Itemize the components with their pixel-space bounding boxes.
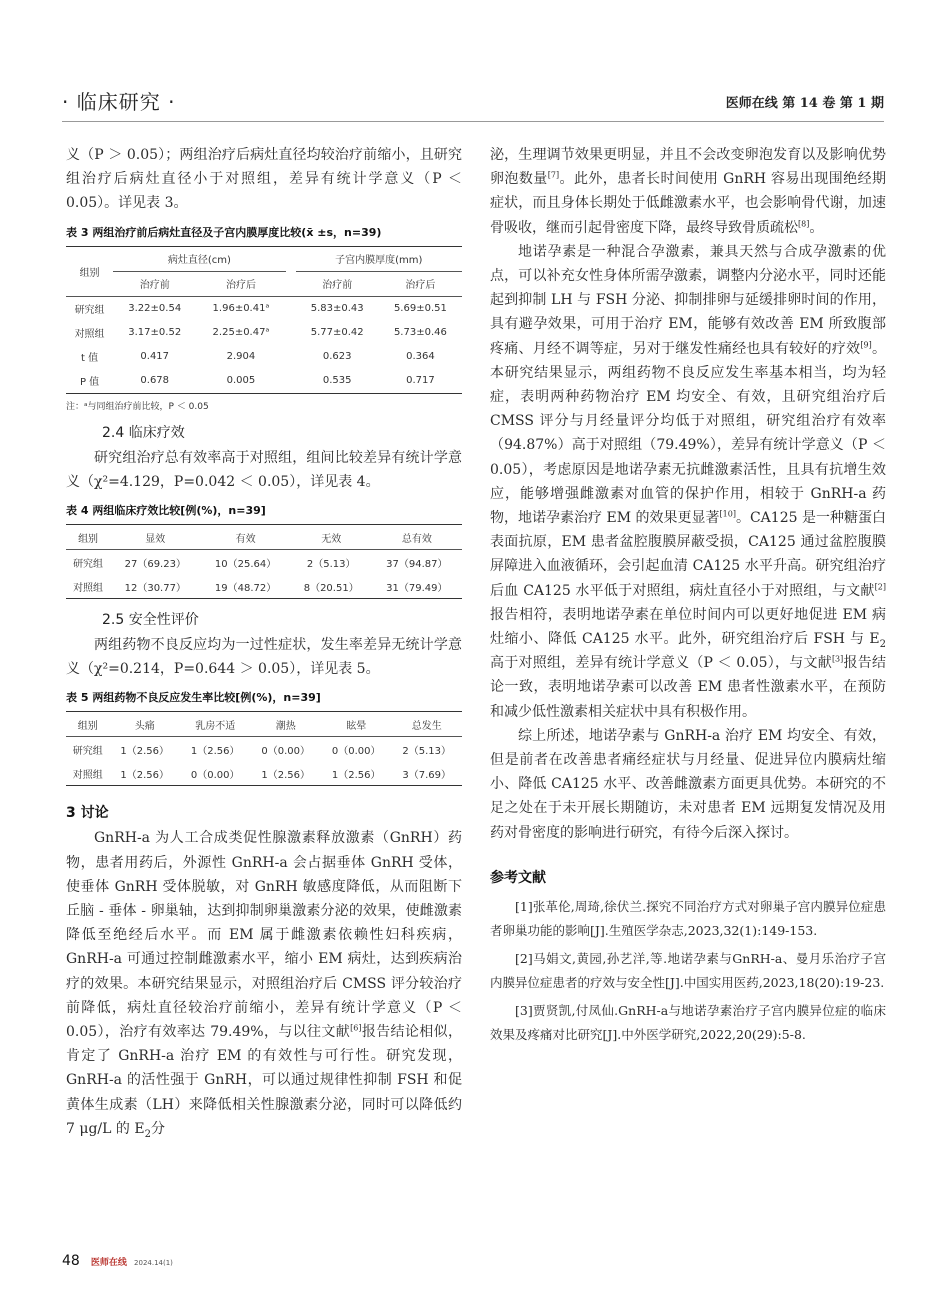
table5-cell: 1（2.56） bbox=[120, 769, 170, 781]
table4-cell: 8（20.51） bbox=[303, 582, 359, 594]
table4-cell: 12（30.77） bbox=[124, 582, 186, 594]
table3-caption: 表 3 两组治疗前后病灶直径及子宫内膜厚度比较(x̄ ±s，n=39) bbox=[66, 225, 382, 239]
discussion-text: 地诺孕素是一种混合孕激素，兼具天然与合成孕激素的优点，可以补充女性身体所需孕激素，调整内分泌水平，同时还能起到抑制 LH 与 FSH 分泌、抑制排卵与延缓排卵时间的作用，具有避孕效果，可用于治疗 EM，能够有效改善 EM 所致腹部疼痛、月经不调等症，另对于继发性痛经也具有较好的疗效 bbox=[490, 243, 886, 357]
table5-header: 组别 bbox=[77, 720, 98, 732]
table4-header: 总有效 bbox=[401, 533, 432, 545]
table3-row bbox=[66, 296, 462, 321]
section-2-5-text: 两组药物不良反应均为一过性症状，发生率差异无统计学意义（χ²=0.214，P=0.644 ＞ 0.05），详见表 5。 bbox=[66, 637, 462, 678]
table3-cell: 5.73±0.46 bbox=[393, 327, 447, 339]
table4-cell: 研究组 bbox=[73, 558, 104, 570]
table5-cell: 1（2.56） bbox=[120, 745, 170, 757]
table3-note: 注：ᵃ与同组治疗前比较，P ＜ 0.05 bbox=[66, 401, 209, 412]
section-2-4-title: 2.4 临床疗效 bbox=[102, 424, 185, 441]
table3-cell: 0.535 bbox=[322, 375, 352, 387]
table5-header: 头痛 bbox=[134, 720, 155, 732]
discussion-text: 。CA125 是一种糖蛋白表面抗原，EM 患者盆腔腹膜屏蔽受损，CA125 通过盆腔腹膜屏障进入血液循环，会引起血清 CA125 水平升高。研究组治疗后血 CA125 水平低于对照组，病灶直径小于对照组，与文献 bbox=[490, 510, 886, 599]
discussion-text: 。此外，患者长时间使用 GnRH 容易出现围绝经期症状，而且身体长期处于低雌激素水平，也会影响骨代谢，加速骨吸收，继而引起骨密度下降，最终导致骨质疏松 bbox=[490, 171, 886, 236]
section-2-4-text: 研究组治疗总有效率高于对照组，组间比较差异有统计学意义（χ²=4.129，P=0.042 ＜ 0.05），详见表 4。 bbox=[66, 449, 462, 490]
citation: [2] bbox=[874, 582, 886, 591]
table5-caption: 表 5 两组药物不良反应发生率比较[例(%)，n=39] bbox=[66, 691, 321, 705]
reference-item: [2]马娟文,黄园,孙艺洋,等.地诺孕素与GnRH-a、曼月乐治疗子宫内膜异位症患者的疗效与安全性[J].中国实用医药,2023,18(20):19-23. bbox=[490, 950, 886, 990]
table3-cell: 1.96±0.41ᵃ bbox=[212, 303, 270, 315]
section-3-title: 3 讨论 bbox=[66, 805, 109, 822]
table3-cell: 2.25±0.47ᵃ bbox=[212, 327, 270, 339]
table3-cell: 0.717 bbox=[406, 375, 435, 387]
references-title: 参考文献 bbox=[490, 869, 546, 886]
discussion-text: 泌，生理调节效果更明显，并且不会改变卵泡发育以及影响优势卵泡数量 bbox=[490, 147, 886, 188]
table4-cell: 27（69.23） bbox=[124, 558, 186, 570]
discussion-text: 报告结论一致，表明地诺孕素可以改善 EM 患者性激素水平，在预防和减少低性激素相关症状中具有积极作用。 bbox=[490, 655, 886, 720]
footer bbox=[62, 1250, 173, 1269]
reference-item: [1]张革伦,周琦,徐伏兰.探究不同治疗方式对卵巢子宫内膜异位症患者卵巢功能的影响[J].生殖医学杂志,2023,32(1):149-153. bbox=[490, 898, 886, 938]
table5-header: 总发生 bbox=[411, 720, 442, 732]
table3 bbox=[66, 246, 462, 394]
table3-row bbox=[66, 345, 462, 369]
citation: [8] bbox=[798, 218, 810, 228]
journal-logo: 医师在线 bbox=[90, 1258, 127, 1268]
table3-subheader: 治疗前 bbox=[322, 280, 353, 292]
table5-header: 潮热 bbox=[275, 720, 296, 732]
header-section-title: · 临床研究 · bbox=[62, 90, 176, 114]
table5-cell: 1（2.56） bbox=[190, 745, 240, 757]
table3-cell: 0.417 bbox=[140, 351, 170, 363]
citation: [7] bbox=[547, 170, 560, 180]
header-divider bbox=[62, 121, 884, 122]
table4-header: 有效 bbox=[235, 533, 256, 545]
discussion-text: 高于对照组，差异有统计学意义（P ＜ 0.05），与文献 bbox=[490, 655, 832, 672]
table5-cell: 1（2.56） bbox=[331, 769, 381, 781]
citation: [9] bbox=[860, 339, 872, 349]
table5-cell: 0（0.00） bbox=[261, 745, 311, 757]
table3-header-group: 组别 bbox=[66, 246, 113, 296]
discussion-text: 。 bbox=[809, 219, 824, 236]
table3-cell: 0.005 bbox=[226, 375, 256, 387]
table5-cell: 1（2.56） bbox=[261, 769, 311, 781]
table3-cell: 研究组 bbox=[74, 305, 105, 317]
subscript: 2 bbox=[144, 1128, 151, 1140]
citation: [6] bbox=[350, 1023, 362, 1033]
table4-header: 显效 bbox=[145, 533, 166, 545]
table3-row bbox=[66, 321, 462, 345]
section-2-5-title: 2.5 安全性评价 bbox=[102, 612, 199, 629]
citation: [10] bbox=[719, 509, 736, 519]
table5-header: 眩晕 bbox=[346, 720, 367, 732]
table4-cell: 19（48.72） bbox=[214, 582, 277, 594]
table4 bbox=[66, 524, 462, 599]
discussion-continued bbox=[490, 143, 886, 240]
table5-cell: 0（0.00） bbox=[331, 745, 381, 757]
table3-cell: 0.678 bbox=[140, 375, 170, 387]
results-paragraph: 义（P ＞ 0.05）；两组治疗后病灶直径均较治疗前缩小，且研究组治疗后病灶直径小于对照组，差异有统计学意义（P ＜ 0.05）。详见表 3。 bbox=[66, 147, 462, 212]
discussion-text: GnRH-a 为人工合成类促性腺激素释放激素（GnRH）药物，患者用药后，外源性 GnRH-a 会占据垂体 GnRH 受体，使垂体 GnRH 受体脱敏，对 GnRH 敏感度降低，从而阻断下丘脑 - 垂体 - 卵巢轴，达到抑制卵巢激素分泌的效果，使雌激素降低至绝经后水平。而 EM 属于雌激素依赖性妇科疾病，GnRH-a 可通过控制雌激素水平，缩小 EM 病灶，达到疾病治疗的效果。本研究结果显示，对照组治疗后 CMSS 评分较治疗前降低，病灶直径较治疗前缩小，差异有统计学意义（P ＜ 0.05），治疗有效率达 79.49%，与以往文献 bbox=[66, 830, 462, 1041]
table4-cell: 10（25.64） bbox=[214, 558, 277, 570]
table3-cell: 5.69±0.51 bbox=[393, 303, 447, 315]
table3-subheader: 治疗前 bbox=[139, 280, 170, 292]
table5-cell: 3（7.69） bbox=[402, 769, 452, 781]
table5-cell: 0（0.00） bbox=[190, 769, 240, 781]
table5-cell: 研究组 bbox=[72, 745, 103, 757]
table5 bbox=[66, 711, 462, 786]
table3-cell: 2.904 bbox=[226, 351, 256, 363]
header-journal-info: 医师在线 第 14 卷 第 1 期 bbox=[725, 96, 884, 111]
table3-cell: 5.83±0.43 bbox=[310, 303, 364, 315]
table3-cell: 5.77±0.42 bbox=[310, 327, 364, 339]
table4-header: 无效 bbox=[321, 533, 342, 545]
conclusion-paragraph: 综上所述，地诺孕素与 GnRH-a 治疗 EM 均安全、有效，但是前者在改善患者痛经症状与月经量、促进异位内膜病灶缩小、降低 CA125 水平、改善雌激素方面更具优势。本研究的不足之处在于未开展长期随访，未对患者 EM 远期复发情况及用药对骨密度的影响进行研究，有待今后深入探讨。 bbox=[490, 727, 886, 841]
table4-header: 组别 bbox=[78, 533, 99, 545]
page-number: 48 bbox=[62, 1253, 80, 1269]
table5-header: 乳房不适 bbox=[195, 720, 236, 732]
table3-cell: 0.364 bbox=[406, 351, 435, 363]
table4-cell: 2（5.13） bbox=[306, 558, 356, 570]
reference-item: [3]贾贤凯,付凤仙.GnRH-a与地诺孕素治疗子宫内膜异位症的临床效果及疼痛对比研究[J].中外医学研究,2022,20(29):5-8. bbox=[490, 1002, 886, 1042]
discussion-text: 报告结论相似，肯定了 GnRH-a 治疗 EM 的有效性与可行性。研究发现，GnRH-a 的活性强于 GnRH，可以通过规律性抑制 FSH 和促黄体生成素（LH）来降低相关性腺激素分泌，同时可以降低约 7 μg/L 的 E bbox=[66, 1024, 462, 1137]
table4-caption: 表 4 两组临床疗效比较[例(%)，n=39] bbox=[66, 504, 266, 518]
table3-cell: P 值 bbox=[79, 377, 100, 389]
left-column bbox=[66, 143, 462, 1141]
discussion-text: 。本研究结果显示，两组药物不良反应发生率基本相当，均为轻症，表明两种药物治疗 EM 均安全、有效，且研究组治疗后 CMSS 评分与月经量评分均低于对照组，研究组治疗有效率（94.87%）高于对照组（79.49%），差异有统计学意义（P ＜ 0.05），考虑原因是地诺孕素无抗雌激素活性，且具有抗增生效应，能够增强雌激素对血管的保护作用，相较于 GnRH-a 药物，地诺孕素治疗 EM 的效果更显著 bbox=[490, 340, 887, 527]
table3-cell: 对照组 bbox=[74, 329, 105, 341]
table5-cell: 2（5.13） bbox=[402, 745, 452, 757]
table4-cell: 31（79.49） bbox=[386, 582, 448, 594]
table4-cell: 37（94.87） bbox=[386, 558, 448, 570]
table4-row bbox=[66, 574, 462, 599]
table3-subheader: 治疗后 bbox=[225, 280, 256, 292]
table3-cell: t 值 bbox=[81, 353, 99, 365]
subscript: 2 bbox=[879, 638, 886, 650]
table4-row bbox=[66, 550, 462, 575]
issue-date: 2024.14(1) bbox=[134, 1259, 173, 1267]
table3-cell: 3.17±0.52 bbox=[128, 327, 182, 339]
discussion-text: 报告相符，表明地诺孕素在单位时间内可以更好地促进 EM 病灶缩小、降低 CA125 水平。此外，研究组治疗后 FSH 与 E bbox=[490, 606, 886, 648]
table5-row bbox=[66, 737, 462, 762]
table3-header-endometrium: 子宫内膜厚度(mm) bbox=[296, 246, 462, 271]
table5-cell: 对照组 bbox=[72, 769, 103, 781]
table3-cell: 3.22±0.54 bbox=[128, 303, 182, 315]
table3-subheader: 治疗后 bbox=[405, 280, 436, 292]
table3-row bbox=[66, 369, 462, 394]
discussion-text: 分 bbox=[150, 1120, 165, 1137]
table5-row bbox=[66, 761, 462, 786]
table3-cell: 0.623 bbox=[322, 351, 352, 363]
dienogest-paragraph bbox=[490, 240, 886, 724]
citation: [3] bbox=[831, 654, 844, 664]
table4-cell: 对照组 bbox=[73, 582, 104, 594]
table3-header-lesion: 病灶直径(cm) bbox=[113, 246, 285, 271]
discussion-paragraph bbox=[66, 826, 462, 1141]
right-column bbox=[490, 143, 886, 1051]
